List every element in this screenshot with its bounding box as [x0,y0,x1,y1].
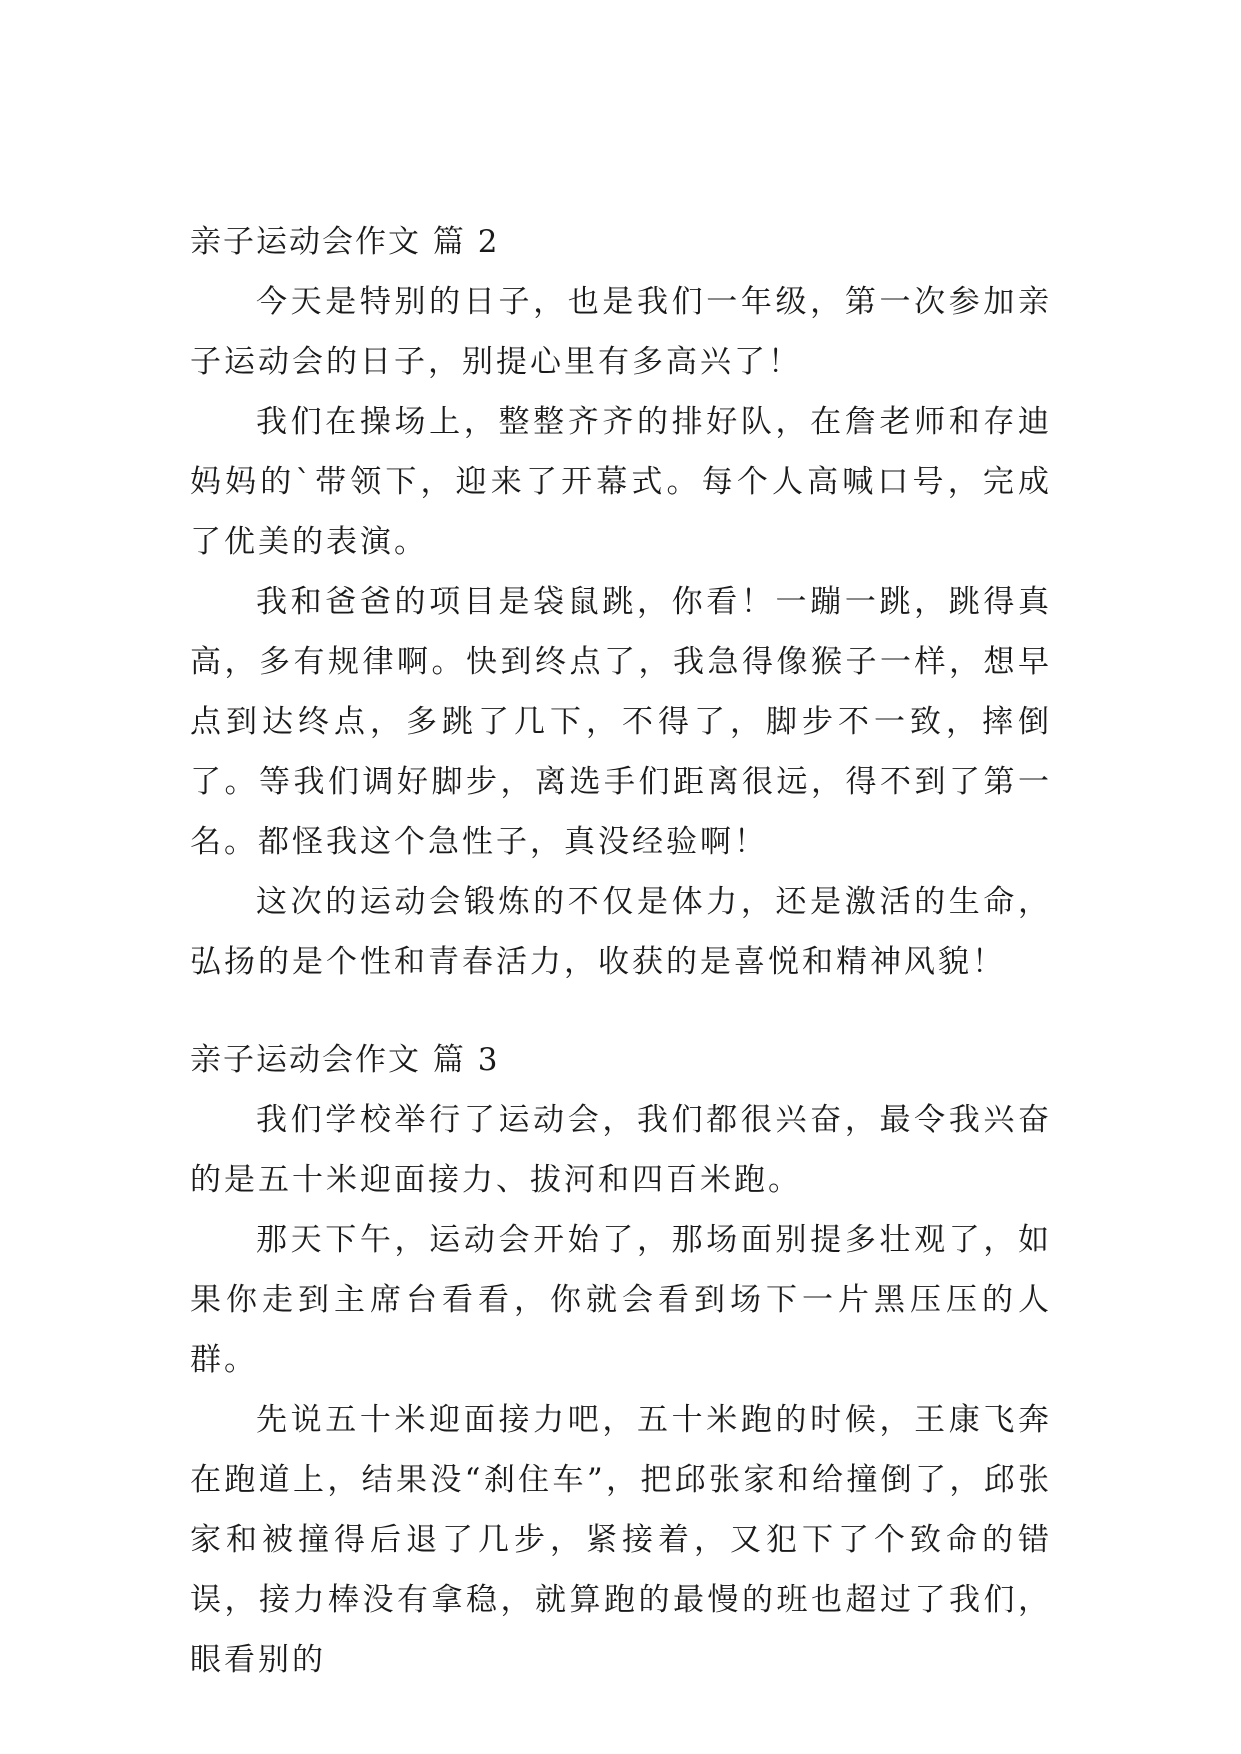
section-title: 亲子运动会作文 篇 2 [190,224,500,260]
paragraph: 那天下午，运动会开始了，那场面别提多壮观了，如果你走到主席台看看，你就会看到场下一片黑压压的人群。 [190,1222,1052,1378]
paragraph: 我们学校举行了运动会，我们都很兴奋，最令我兴奋的是五十米迎面接力、拔河和四百米跑。 [190,1102,1052,1198]
paragraph: 我和爸爸的项目是袋鼠跳，你看！一蹦一跳，跳得真高，多有规律啊。快到终点了，我急得像猴子一样，想早点到达终点，多跳了几下，不得了，脚步不一致，摔倒了。等我们调好脚步，离选手们距离很远，得不到了第一名。都怪我这个急性子，真没经验啊！ [190,584,1052,860]
essay-section-2 [190,212,1052,992]
section-title: 亲子运动会作文 篇 3 [190,1042,500,1078]
paragraph: 这次的运动会锻炼的不仅是体力，还是激活的生命，弘扬的是个性和青春活力，收获的是喜悦和精神风貌！ [190,884,1052,980]
paragraph: 今天是特别的日子，也是我们一年级，第一次参加亲子运动会的日子，别提心里有多高兴了！ [190,284,1052,380]
paragraph: 先说五十米迎面接力吧，五十米跑的时候，王康飞奔在跑道上，结果没“刹住车”，把邱张家和给撞倒了，邱张家和被撞得后退了几步，紧接着，又犯下了个致命的错误，接力棒没有拿稳，就算跑的最慢的班也超过了我们，眼看别的 [190,1402,1052,1678]
essay-section-3 [190,1030,1052,1690]
paragraph: 我们在操场上，整整齐齐的排好队，在詹老师和存迪妈妈的`带领下，迎来了开幕式。每个人高喊口号，完成了优美的表演。 [190,404,1052,560]
